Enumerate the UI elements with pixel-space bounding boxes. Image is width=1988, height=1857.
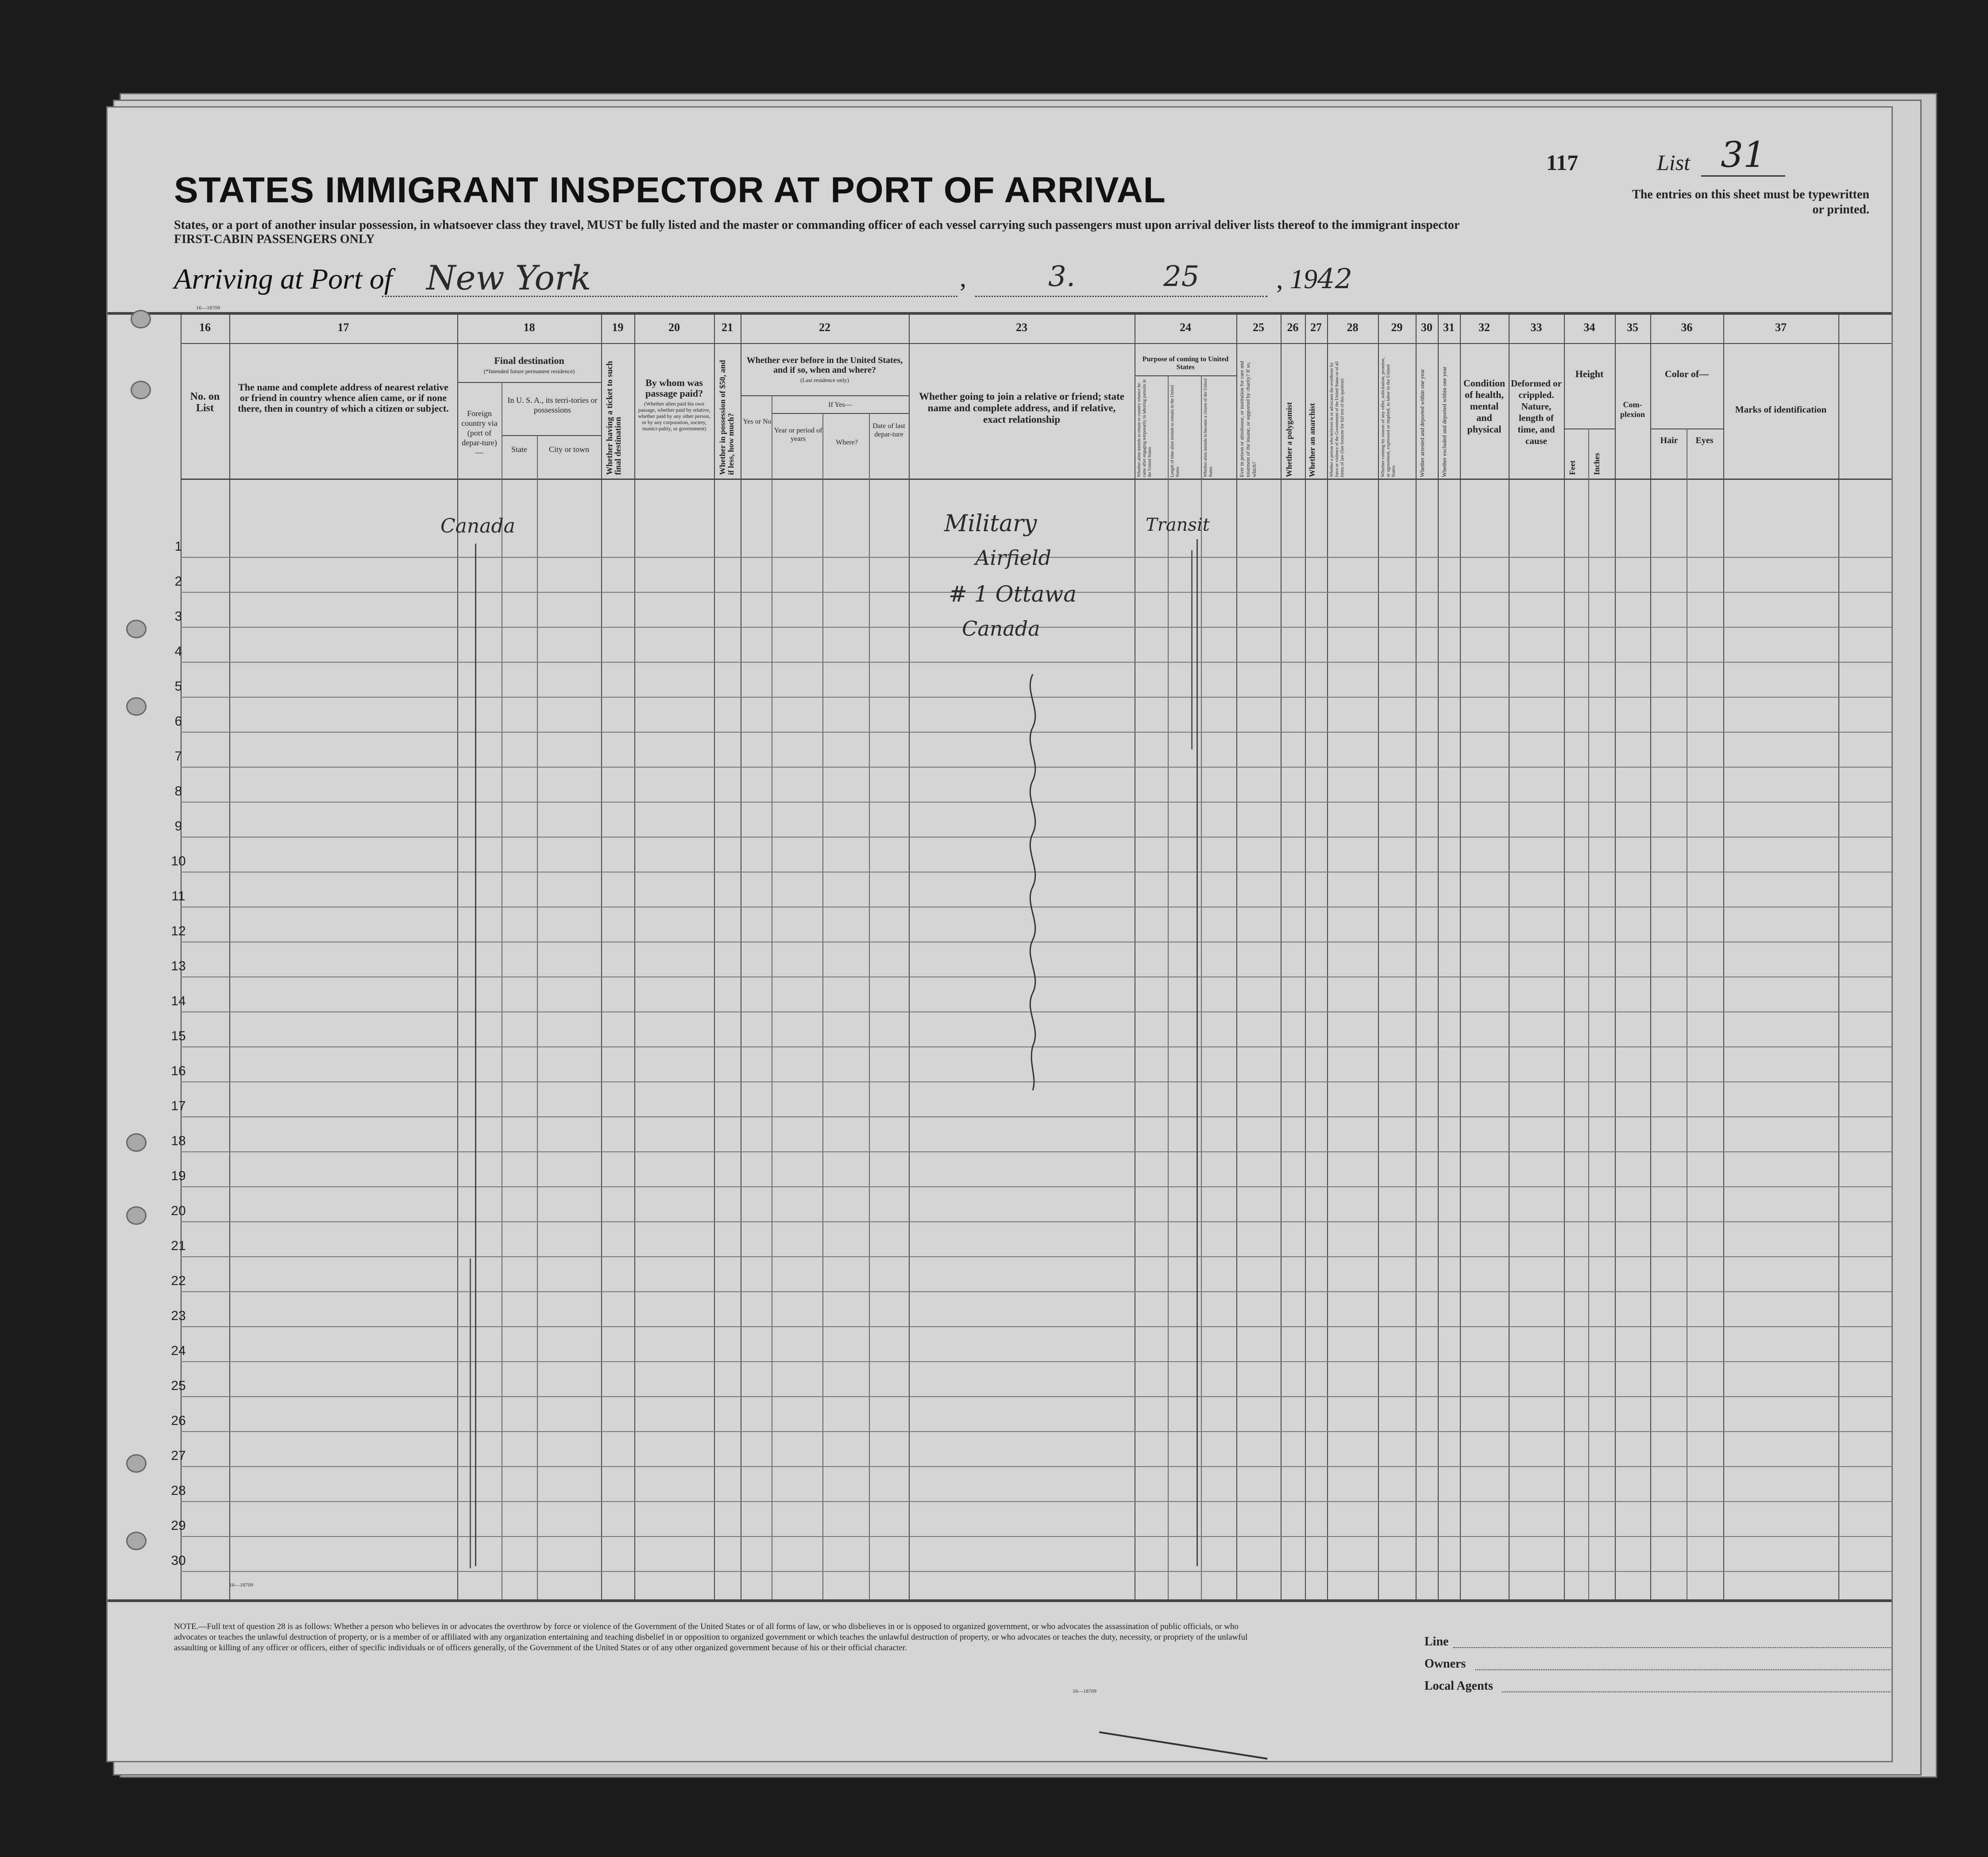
- page-title: STATES IMMIGRANT INSPECTOR AT PORT OF ARRIVAL: [174, 170, 1166, 210]
- column-rule: [1460, 315, 1461, 1599]
- col-header-30: Whether arrested and deported within one year: [1419, 369, 1425, 477]
- column-rule: [1327, 315, 1328, 1599]
- row-rule: [181, 1466, 1891, 1467]
- column-rule: [1281, 315, 1282, 1599]
- col-num-20: 20: [668, 321, 680, 334]
- col-num-27: 27: [1310, 321, 1322, 334]
- col-header-22-years: Year or period of years: [774, 427, 822, 443]
- binder-hole: [126, 1133, 147, 1152]
- row-rule: [181, 1571, 1891, 1572]
- join-entry-line3: # 1 Ottawa: [949, 581, 1077, 607]
- col-num-28: 28: [1347, 321, 1359, 334]
- join-entry-line4: Canada: [962, 617, 1040, 641]
- col-header-27: Whether an anarchist: [1308, 403, 1316, 477]
- row-number: 23: [171, 1309, 186, 1323]
- column-rule: [1838, 315, 1839, 1599]
- col-header-34-feet: Feet: [1568, 460, 1577, 475]
- row-number: 25: [171, 1378, 186, 1393]
- col-header-31: Whether excluded and deported within one year: [1441, 367, 1448, 477]
- col-num-29: 29: [1391, 321, 1403, 334]
- date-day: 25: [1163, 260, 1200, 293]
- column-rule: [1305, 315, 1306, 1599]
- col-num-37: 37: [1775, 321, 1787, 334]
- form-code-top: 16—18709: [196, 305, 220, 311]
- row-rule: [181, 1536, 1891, 1537]
- final-destination-label: Final destination: [494, 355, 564, 366]
- col-num-30: 30: [1421, 321, 1432, 334]
- col-header-34: Height: [1575, 368, 1604, 379]
- year-field: , 1942: [1276, 263, 1352, 295]
- col-header-33: Deformed or crippled. Nature, length of time, and cause: [1511, 378, 1562, 446]
- row-number: 18: [171, 1134, 186, 1148]
- row-rule: [181, 1326, 1891, 1327]
- row-rule: [181, 1221, 1891, 1222]
- row-number: 9: [174, 819, 182, 834]
- row-rule: [181, 1291, 1891, 1292]
- col-header-22-ifyes: If Yes—: [828, 401, 852, 409]
- col-num-32: 32: [1478, 321, 1490, 334]
- col-num-31: 31: [1443, 321, 1455, 334]
- col-header-36-eyes: Eyes: [1695, 436, 1714, 445]
- table-top-rule: [108, 312, 1891, 315]
- local-agents-field: [1502, 1691, 1893, 1692]
- join-entry-line2: Airfield: [975, 546, 1051, 570]
- subcolumn-rule: [1588, 429, 1589, 1599]
- subcolumn-rule: [1201, 375, 1202, 1599]
- col-header-17: The name and complete address of nearest relative or friend in country whence alien came, or if none there, then in country of which a citizen or subject.: [238, 382, 449, 414]
- arriving-label: Arriving at Port of: [174, 263, 393, 295]
- col-num-36: 36: [1681, 321, 1693, 334]
- sub-rule-18b: [502, 435, 601, 436]
- col-num-33: 33: [1530, 321, 1542, 334]
- col-num-18: 18: [523, 321, 535, 334]
- table-bottom-rule: [108, 1599, 1891, 1602]
- column-rule: [1236, 315, 1237, 1599]
- subcolumn-rule: [537, 435, 538, 1599]
- col-num-19: 19: [612, 321, 624, 334]
- row-number: 20: [171, 1204, 186, 1218]
- col-header-36-hair: Hair: [1660, 436, 1678, 445]
- join-entry-line1: Military: [944, 510, 1037, 537]
- list-number: 31: [1701, 134, 1785, 177]
- ever-before-sub: (Last residence only): [800, 377, 849, 383]
- row-number: 30: [171, 1553, 186, 1568]
- row-rule: [181, 1151, 1891, 1152]
- col-num-16: 16: [199, 321, 211, 334]
- col-num-24: 24: [1180, 321, 1191, 334]
- column-rule: [1378, 315, 1379, 1599]
- column-rule: [601, 315, 602, 1599]
- col-num-34: 34: [1583, 321, 1595, 334]
- purpose-entry: Transit: [1146, 515, 1210, 535]
- col-header-16: No. on List: [190, 391, 220, 414]
- row-number: 12: [171, 924, 186, 938]
- column-rule: [1564, 315, 1565, 1599]
- row-number: 15: [171, 1029, 186, 1043]
- binder-hole: [126, 1206, 147, 1225]
- line-label: Line: [1424, 1635, 1449, 1649]
- col-header-18-city: City or town: [548, 445, 589, 454]
- date-month: 3.: [1048, 260, 1076, 293]
- row-number: 1: [174, 539, 182, 554]
- row-number: 7: [174, 749, 182, 764]
- question-28-note: NOTE.—Full text of question 28 is as follows: Whether a person who believes in or advocates the overthrow by force or violence of the Government of the United States or of all forms of law, or who disbelieves in or is opposed to organized government, or who advocates the assassination of public officials, or who advocates or teaches the unlawful destruction of property, or is a member of or affiliated with any organization entertaining and teaching disbelief in or opposition to organized government or which teaches the unlawful destruction of property, or who advocates or teaches the duty, necessity, or propriety of the unlawful assaulting or killing of any officer or officers, either of specific individuals or of officers generally, of the Government of the United States or of any other organized government because of his or their official character.: [174, 1622, 1248, 1652]
- col-header-29: Whether coming by reason of any offer, solicitation, promise, or agreement, expressed or implied, to labor in the United States: [1380, 357, 1396, 477]
- row-rule: [181, 1116, 1891, 1117]
- col-header-25: Ever in prison or almshouse, or institution for care and treatment of the insane, or supported by charity? If so, which?: [1239, 361, 1257, 477]
- column-rule: [229, 315, 230, 1599]
- row-number: 22: [171, 1274, 186, 1288]
- sub-rule-22b: [772, 413, 909, 414]
- col-header-18-state: State: [511, 445, 527, 454]
- ditto-line-24b: [1191, 550, 1193, 749]
- ever-before-label: Whether ever before in the United States, and if so, when and where?: [746, 355, 903, 375]
- row-rule: [181, 1256, 1891, 1257]
- column-rule: [1723, 315, 1724, 1599]
- binder-hole: [126, 1454, 147, 1473]
- row-rule: [181, 1501, 1891, 1502]
- column-rule: [457, 315, 458, 1599]
- passage-paid-sub: (Whether alien paid his own passage, whether paid by relative, whether paid by any other person, or by any corporation, society, munici-pality, or government): [638, 401, 710, 432]
- owners-field: [1475, 1669, 1893, 1670]
- col-header-22-date: Date of last depar-ture: [872, 422, 905, 438]
- col-num-22: 22: [819, 321, 830, 334]
- col-header-36: Color of—: [1664, 368, 1709, 379]
- sub-rule-18: [457, 382, 601, 383]
- column-rule: [909, 315, 910, 1599]
- col-header-24: Purpose of coming to United States: [1142, 355, 1229, 371]
- col-header-24b: Length of time alien intends to remain in the United States: [1170, 385, 1180, 477]
- date-underline: [975, 296, 1267, 297]
- ditto-squiggle: [1019, 674, 1046, 1090]
- row-number: 8: [174, 784, 182, 799]
- row-number: 6: [174, 714, 182, 729]
- column-rule: [1615, 315, 1616, 1599]
- row-number: 29: [171, 1518, 186, 1533]
- col-header-34-inches: Inches: [1592, 452, 1601, 475]
- owners-label: Owners: [1424, 1657, 1466, 1671]
- destination-country-entry: Canada: [440, 515, 515, 537]
- passage-paid-label: By whom was passage paid?: [645, 377, 703, 399]
- col-num-26: 26: [1287, 321, 1299, 334]
- subcolumn-rule: [822, 413, 823, 1599]
- sub-rule-22: [741, 395, 909, 396]
- col-header-24c: Whether alien intends to become a citizen of the United States: [1203, 378, 1213, 477]
- col-header-26: Whether a polygamist: [1285, 402, 1293, 477]
- row-rule: [181, 662, 1891, 663]
- local-agents-label: Local Agents: [1424, 1679, 1493, 1693]
- col-header-22-where: Where?: [836, 439, 858, 446]
- passenger-class: FIRST-CABIN PASSENGERS ONLY: [174, 232, 375, 246]
- row-number: 24: [171, 1344, 186, 1358]
- col-header-22-yesno: Yes or No: [743, 418, 772, 425]
- year-prefix: 19: [1290, 264, 1317, 294]
- sub-rule-24: [1135, 375, 1236, 376]
- column-rule: [714, 315, 715, 1599]
- row-number: 27: [171, 1448, 186, 1463]
- row-number: 17: [171, 1099, 186, 1113]
- col-header-18-foreign: Foreign country via (port of depar-ture)—: [461, 409, 498, 457]
- row-number: 21: [171, 1239, 186, 1253]
- row-rule: [181, 1431, 1891, 1432]
- form-code-bottom: 16—18709: [1073, 1688, 1096, 1694]
- entries-instruction: The entries on this sheet must be typewritten or printed.: [1632, 188, 1869, 216]
- col-header-20: [637, 378, 712, 555]
- col-header-37: Marks of identification: [1735, 404, 1827, 415]
- row-number: 4: [174, 644, 182, 659]
- col-num-25: 25: [1253, 321, 1264, 334]
- row-number: 10: [171, 854, 186, 869]
- col-num-17: 17: [337, 321, 349, 334]
- col-num-23: 23: [1016, 321, 1027, 334]
- col-header-28: Whether a person who believes in or advocates the overthrow by force or violence of the Government of the United States or of all forms of law (See footnote for full text of this question): [1329, 361, 1345, 477]
- line-field: [1453, 1647, 1893, 1648]
- header-num-rule: [181, 343, 1891, 344]
- row-number: 14: [171, 994, 186, 1008]
- year-suffix: 42: [1317, 263, 1352, 295]
- ditto-line-24: [1197, 539, 1198, 1566]
- col-header-21: Whether in possession of $50, and if less, how much?: [718, 360, 735, 475]
- binder-hole: [126, 697, 147, 716]
- subcolumn-rule: [1168, 375, 1169, 1599]
- col-header-23: Whether going to join a relative or friend; state name and complete address, and if relative, exact relationship: [919, 391, 1124, 425]
- statute-body: States, or a port of another insular possession, in whatsoever class they travel, MUST be fully listed and the master or commanding officer of each vessel carrying such passengers must upon arrival deliver lists thereof to the immigrant inspector: [174, 218, 1460, 232]
- column-rule: [1650, 315, 1651, 1599]
- final-destination-sub: (*Intended future permanent residence): [483, 368, 575, 374]
- subcolumn-rule: [869, 413, 870, 1599]
- manifest-sheet: [106, 106, 1893, 1762]
- column-rule: [1416, 315, 1417, 1599]
- col-header-32: Condition of health, mental and physical: [1463, 378, 1505, 435]
- binder-hole: [131, 310, 151, 328]
- row-number: 19: [171, 1169, 186, 1183]
- form-code-bottom-left: 16—18709: [229, 1582, 253, 1588]
- column-rule: [634, 315, 635, 1599]
- binder-hole: [126, 620, 147, 638]
- page-number: 117: [1546, 150, 1579, 175]
- col-header-35: Com-plexion: [1620, 400, 1645, 419]
- binder-hole: [131, 381, 151, 399]
- row-rule: [181, 1396, 1891, 1397]
- col-num-35: 35: [1627, 321, 1638, 334]
- list-label: List: [1657, 150, 1691, 175]
- column-rule: [1438, 315, 1439, 1599]
- row-number: 28: [171, 1483, 186, 1498]
- row-number: 2: [174, 574, 182, 589]
- col-header-19: Whether having a ticket to such final destination: [605, 361, 623, 475]
- ditto-line-18: [475, 544, 476, 1566]
- row-rule: [181, 1186, 1891, 1187]
- col-num-21: 21: [722, 321, 733, 334]
- row-number: 16: [171, 1064, 186, 1078]
- port-value: New York: [426, 258, 591, 297]
- statute-text: [174, 218, 1679, 247]
- date-comma: ,: [960, 263, 966, 292]
- row-number: 5: [174, 679, 182, 694]
- ditto-line-18b: [470, 1259, 471, 1568]
- row-number: 3: [174, 609, 182, 624]
- binder-hole: [126, 1532, 147, 1550]
- row-number: 11: [171, 889, 185, 903]
- pen-stroke-mark: [1099, 1728, 1276, 1762]
- col-header-24a: Whether alien intends to return to country whence he came after engaging temporarily in laboring pursuits in the United States: [1137, 379, 1152, 477]
- col-header-18-usa: In U. S. A., its terri-tories or possessions: [507, 396, 598, 414]
- row-rule: [181, 1361, 1891, 1362]
- row-number: 26: [171, 1413, 186, 1428]
- row-number: 13: [171, 959, 186, 973]
